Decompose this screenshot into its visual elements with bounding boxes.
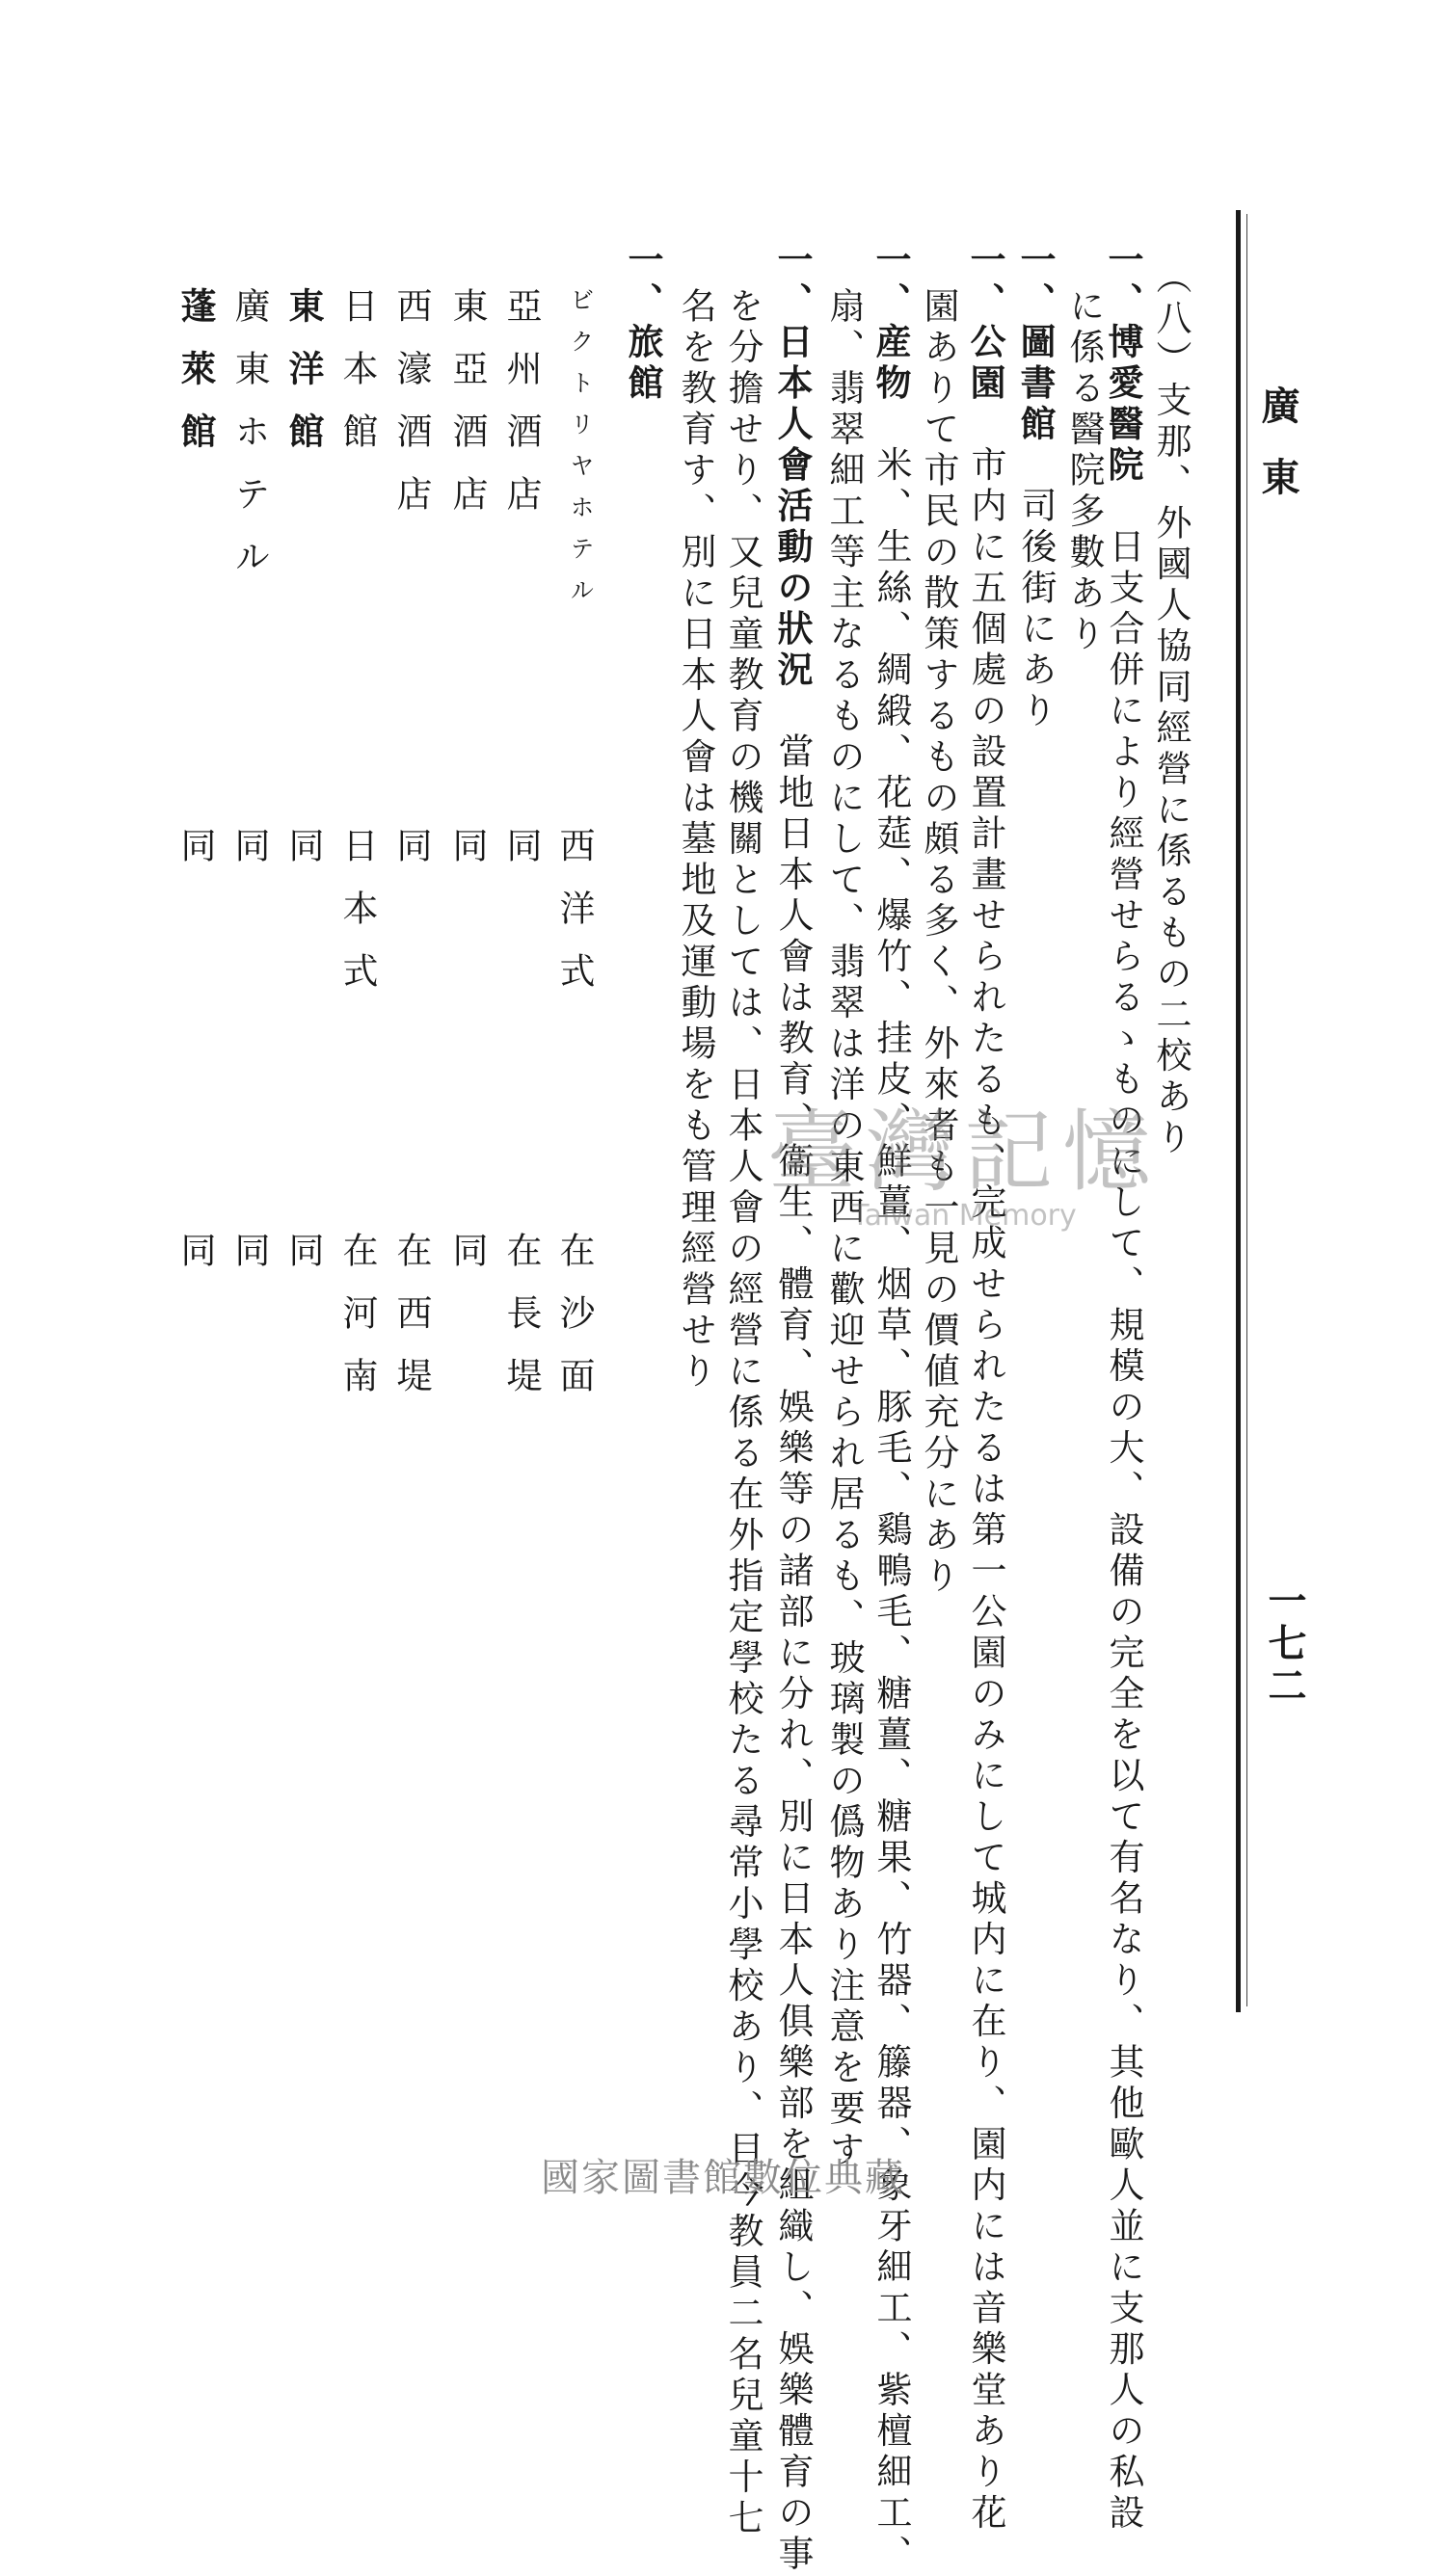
- hotel-location: 同: [228, 1232, 270, 1294]
- hotel-name: 亞州酒店: [500, 287, 542, 538]
- hotel-name: 蓬萊館: [174, 287, 217, 475]
- page-border-rule-thin: [1246, 214, 1247, 2006]
- text-column: [771, 241, 814, 2576]
- hotel-style: 同: [228, 827, 270, 890]
- watermark-subtitle: Taiwan Memory: [851, 1199, 1077, 1233]
- column-text: 當地日本人會は教育、衞生、體育、娛樂等の諸部に分れ、別に日本人俱樂部を組織し、娛樂體育の事: [772, 691, 814, 2576]
- hotel-style: 同: [390, 827, 432, 890]
- column-text: 園ありて市民の散策するもの頗る多く、外來者も一見の價値充分にあり: [918, 287, 959, 1598]
- column-text: に係る醫院多數あり: [1063, 287, 1105, 656]
- hotel-name: ビクトリヤホテル: [567, 287, 595, 619]
- hotel-name: 東洋館: [282, 287, 325, 475]
- text-column: [918, 287, 959, 1598]
- hotel-style: 西洋式: [553, 827, 595, 1015]
- hotel-name: 廣東ホテル: [228, 287, 270, 600]
- text-column: [1014, 241, 1057, 732]
- hotel-location: 在西堤: [390, 1232, 432, 1420]
- hotel-name: 西濠酒店: [390, 287, 432, 538]
- hotel-name: 日本館: [336, 287, 378, 475]
- hotel-style: 同: [174, 827, 216, 890]
- running-head: 廣東: [1255, 385, 1300, 528]
- hotel-location: 同: [174, 1232, 216, 1294]
- hotel-style: 同: [446, 827, 488, 890]
- hotel-location: 同: [282, 1232, 324, 1294]
- column-text: 市内に五個處の設置計畫せられたるも、完成せられたるは第一公園のみにして城内に在り、園内には音樂堂あり花: [965, 405, 1006, 2535]
- hotel-name: 東亞酒店: [446, 287, 488, 538]
- hotel-style: 同: [282, 827, 324, 890]
- column-text: 司後街にあり: [1015, 445, 1057, 732]
- column-text: （八）支那、外國人協同經營に係るもの二校あり: [1150, 258, 1192, 1159]
- text-column: [1150, 258, 1192, 1159]
- hotel-location: 同: [446, 1232, 488, 1294]
- column-text: 米、生絲、綢緞、花莚、爆竹、挂皮、鮮薑、烟草、豚毛、鷄鴨毛、糖薑、糖果、竹器、籐器、象牙細工、紫檀細工、: [870, 405, 912, 2576]
- text-column: [870, 241, 912, 2576]
- text-column: [1063, 287, 1105, 656]
- text-column: [622, 241, 664, 405]
- hotel-style: 同: [500, 827, 542, 890]
- hotel-location: 在長堤: [500, 1232, 542, 1420]
- hotel-location: 在沙面: [553, 1232, 595, 1420]
- hotel-style: 日本式: [336, 827, 378, 1015]
- column-text: 日支合併により經營せらるゝものにして、規模の大、設備の完全を以て有名なり、其他歐人並に支那人の私設: [1103, 487, 1144, 2535]
- watermark: [733, 1101, 1195, 1234]
- column-text: を分擔せり、又兒童教育の機關としては、日本人會の經營に係る在外指定學校たる尋常小學校あり、目今教員二名兒童十七: [722, 287, 763, 2540]
- text-column: [675, 287, 716, 1394]
- page-border-rule: [1236, 210, 1241, 2012]
- watermark-title: 臺灣記憶: [766, 1101, 1161, 1204]
- section-heading: 一、旅館: [622, 241, 664, 405]
- hotel-location: 在河南: [336, 1232, 378, 1420]
- section-heading: 一、公園: [964, 241, 1006, 405]
- section-heading: 一、博愛醫院: [1102, 241, 1144, 487]
- section-heading: 一、圖書館: [1014, 241, 1057, 446]
- column-text: 名を教育す、別に日本人會は墓地及運動場をも管理經營せり: [675, 287, 716, 1394]
- footer-credit: 國家圖書館數位典藏: [541, 2156, 905, 2200]
- section-heading: 一、産物: [870, 241, 912, 405]
- column-text: 扇、翡翠細工等主なるものにして、翡翠は洋の東西に歡迎せられ居るも、玻璃製の僞物あり注意を要す: [823, 287, 865, 2171]
- page-number: 一七二: [1262, 1580, 1307, 1708]
- section-heading: 一、日本人會活動の狀況: [771, 241, 814, 692]
